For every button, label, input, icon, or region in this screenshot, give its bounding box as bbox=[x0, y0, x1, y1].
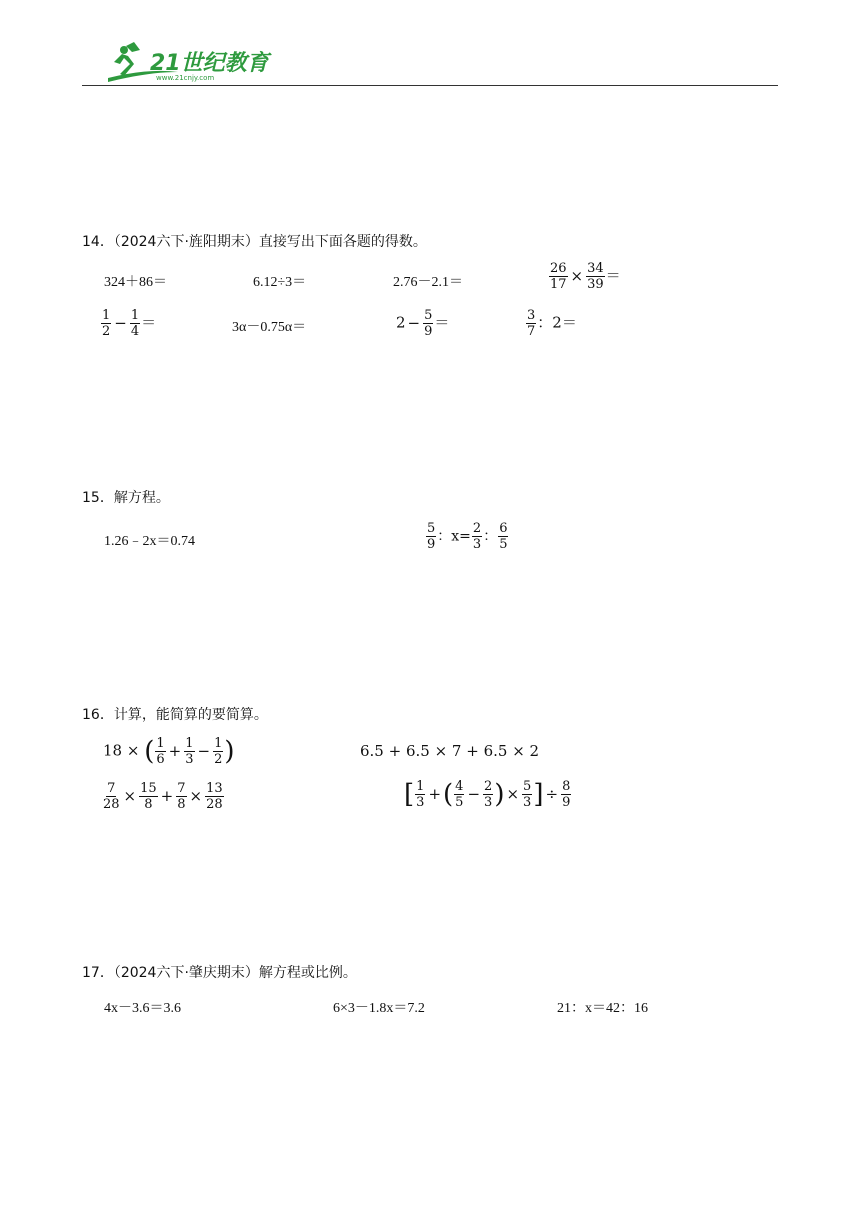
q14-title: 14．（2024六下·旌阳期末）直接写出下面各题的得数。 bbox=[82, 234, 427, 250]
q17-equation-2: 6×3－1.8x＝7.2 bbox=[333, 1001, 425, 1016]
q14-item-5: $\frac{1}{2}$ − $\frac{1}{4}$ ＝ bbox=[102, 308, 157, 339]
q14-item-1: 324＋86＝ bbox=[104, 275, 167, 290]
q14-item-8: $\frac{3}{7}$ ：2＝ bbox=[527, 308, 577, 339]
q15-title: 15．解方程。 bbox=[82, 490, 170, 506]
q15-equation-2: $\frac{5}{9}$ ：x= $\frac{2}{3}$ ： $\frac{6}{5}$ bbox=[427, 521, 508, 552]
q15-equation-1: 1.26﹣2x＝0.74 bbox=[104, 534, 195, 549]
q16-expr-3: $\frac{7}{28}$ × $\frac{15}{8}$ + $\frac{7}{8}$ × $\frac{13}{28}$ bbox=[103, 781, 223, 812]
q16-expr-1: 18 × ( $\frac{1}{6}$ + $\frac{1}{3}$ − $\frac{1}{2}$ ) bbox=[103, 736, 235, 767]
q14-item-4: $\frac{26}{17}$ × $\frac{34}{39}$ ＝ bbox=[550, 261, 621, 292]
runner-logo-icon bbox=[104, 40, 274, 84]
logo-text: 21世纪教育 bbox=[150, 51, 269, 76]
q17-equation-3: 21：x＝42：16 bbox=[557, 1001, 648, 1016]
q14-item-6: 3α－0.75α＝ bbox=[232, 320, 307, 335]
q14-item-2: 6.12÷3＝ bbox=[253, 275, 307, 290]
q16-title: 16．计算，能简算的要简算。 bbox=[82, 707, 268, 723]
q17-equation-1: 4x－3.6＝3.6 bbox=[104, 1001, 181, 1016]
q17-title: 17．（2024六下·肇庆期末）解方程或比例。 bbox=[82, 965, 357, 981]
q14-item-7: 2 − $\frac{5}{9}$ ＝ bbox=[396, 308, 450, 339]
q16-expr-2: 6.5 + 6.5 × 7 + 6.5 × 2 bbox=[360, 742, 540, 760]
logo-url: www.21cnjy.com bbox=[156, 74, 215, 82]
header-logo bbox=[104, 40, 274, 84]
q14-item-3: 2.76－2.1＝ bbox=[393, 275, 463, 290]
q16-expr-4: [ $\frac{1}{3}$ +( $\frac{4}{5}$ − $\frac{2}{3}$ ) × $\frac{5}{3}$ ] ÷ $\frac{8}{9}$ bbox=[404, 779, 571, 810]
header-rule bbox=[82, 85, 778, 86]
